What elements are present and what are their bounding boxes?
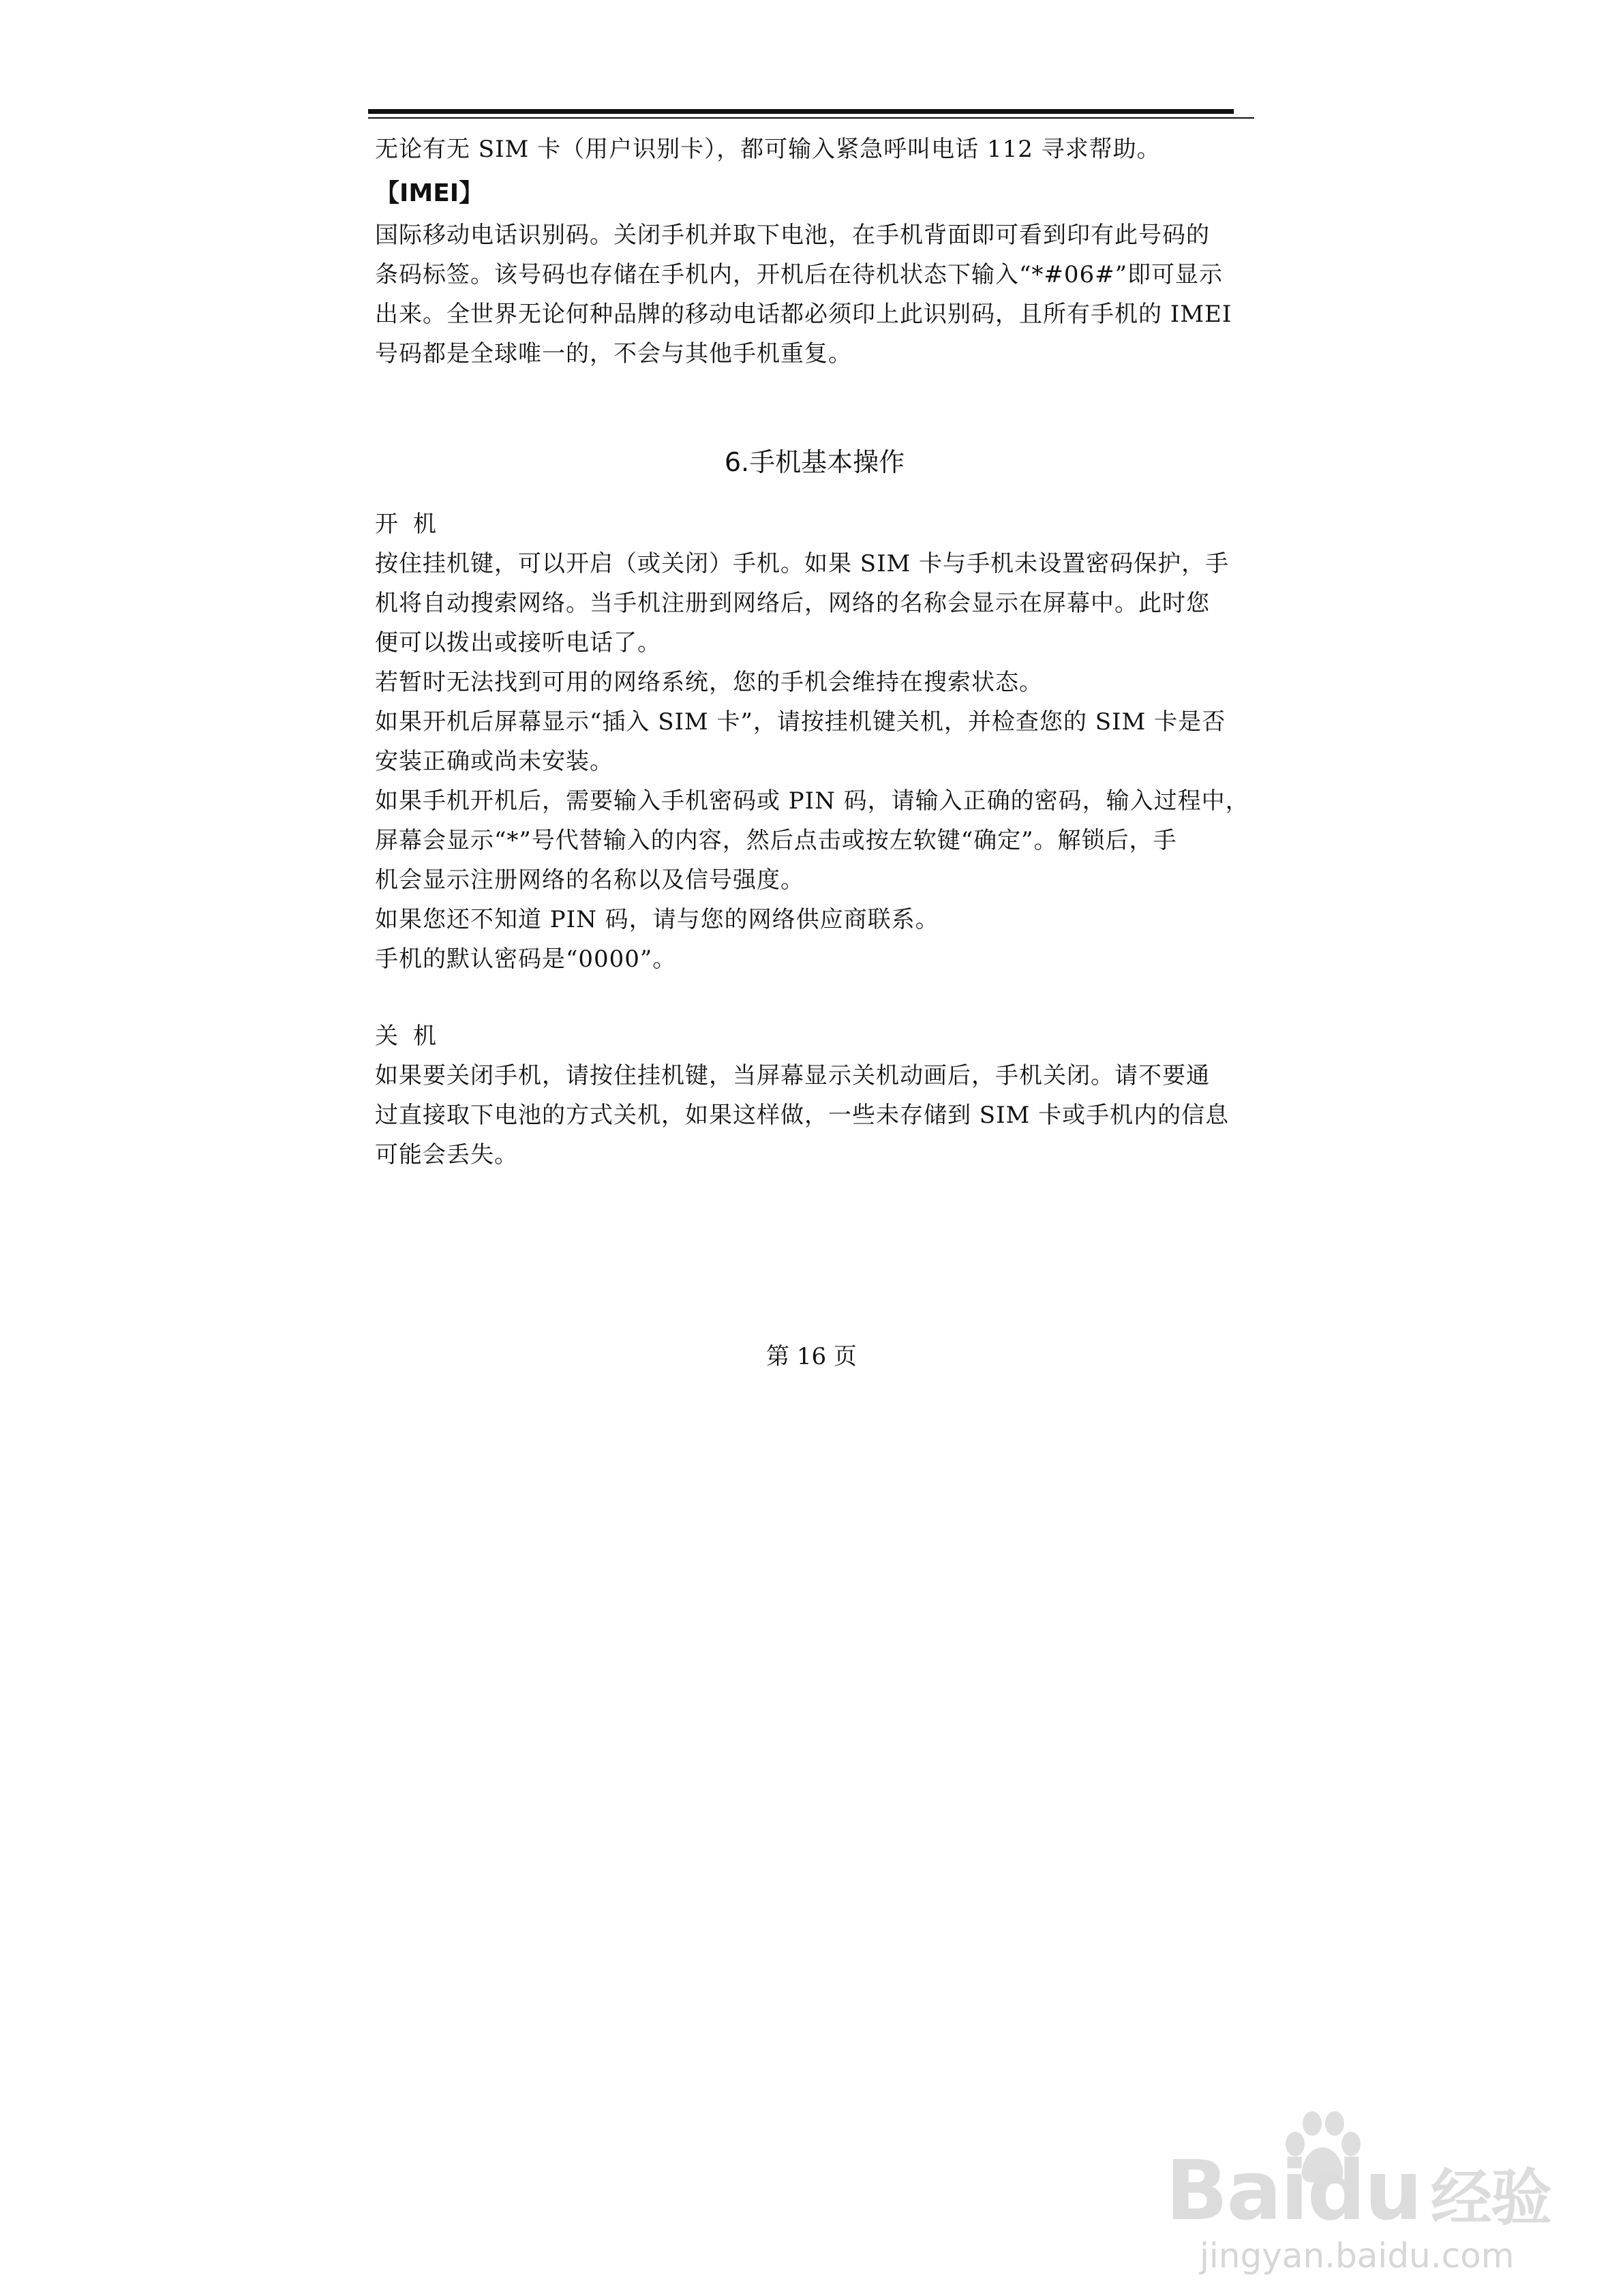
power-on-line: 机将自动搜索网络。当手机注册到网络后，网络的名称会显示在屏幕中。此时您 (375, 590, 1210, 617)
watermark-url: jingyan.baidu.com (1200, 2236, 1515, 2276)
imei-line: 出来。全世界无论何种品牌的移动电话都必须印上此识别码，且所有手机的 IMEI (375, 301, 1232, 328)
power-on-heading: 开机 (375, 511, 451, 538)
imei-line: 条码标签。该号码也存储在手机内，开机后在待机状态下输入“*#06#”即可显示 (375, 261, 1224, 288)
imei-title: 【IMEI】 (375, 179, 484, 207)
power-on-line: 屏幕会显示“*”号代替输入的内容，然后点击或按左软键“确定”。解锁后，手 (375, 827, 1177, 854)
power-off-heading: 关机 (375, 1023, 451, 1050)
power-off-line: 可能会丢失。 (375, 1141, 518, 1168)
imei-line: 号码都是全球唯一的，不会与其他手机重复。 (375, 340, 852, 367)
power-on-line: 按住挂机键，可以开启（或关闭）手机。如果 SIM 卡与手机未设置密码保护，手 (375, 550, 1230, 577)
power-on-line: 安装正确或尚未安装。 (375, 748, 613, 775)
power-on-line: 机会显示注册网络的名称以及信号强度。 (375, 866, 804, 894)
power-on-line: 手机的默认密码是“0000”。 (375, 946, 677, 973)
power-off-line: 过直接取下电池的方式关机，如果这样做，一些未存储到 SIM 卡或手机内的信息 (375, 1102, 1230, 1129)
header-rule-thick (368, 109, 1234, 114)
header-rule-thin (368, 117, 1254, 119)
power-on-line: 如果开机后屏幕显示“插入 SIM 卡”，请按挂机键关机，并检查您的 SIM 卡是否 (375, 708, 1226, 736)
baidu-watermark (1159, 2106, 1551, 2276)
power-on-line: 便可以拨出或接听电话了。 (375, 629, 661, 656)
page-content (375, 130, 1254, 1175)
power-off-line: 如果要关闭手机，请按住挂机键，当屏幕显示关机动画后，手机关闭。请不要通 (375, 1062, 1210, 1089)
spacer (375, 979, 1254, 1016)
imei-line: 国际移动电话识别码。关闭手机并取下电池，在手机背面即可看到印有此号码的 (375, 222, 1210, 249)
power-on-line: 若暂时无法找到可用的网络系统，您的手机会维持在搜索状态。 (375, 669, 1043, 696)
paragraph-emergency: 无论有无 SIM 卡（用户识别卡），都可输入紧急呼叫电话 112 寻求帮助。 (375, 136, 1161, 163)
section-title: 6.手机基本操作 (724, 447, 905, 477)
power-on-line: 如果手机开机后，需要输入手机密码或 PIN 码，请输入正确的密码，输入过程中， (375, 787, 1249, 815)
watermark-brand: Baidu 经验 (1166, 2144, 1551, 2239)
power-on-line: 如果您还不知道 PIN 码，请与您的网络供应商联系。 (375, 906, 939, 933)
page-number: 第 16 页 (766, 1343, 857, 1370)
